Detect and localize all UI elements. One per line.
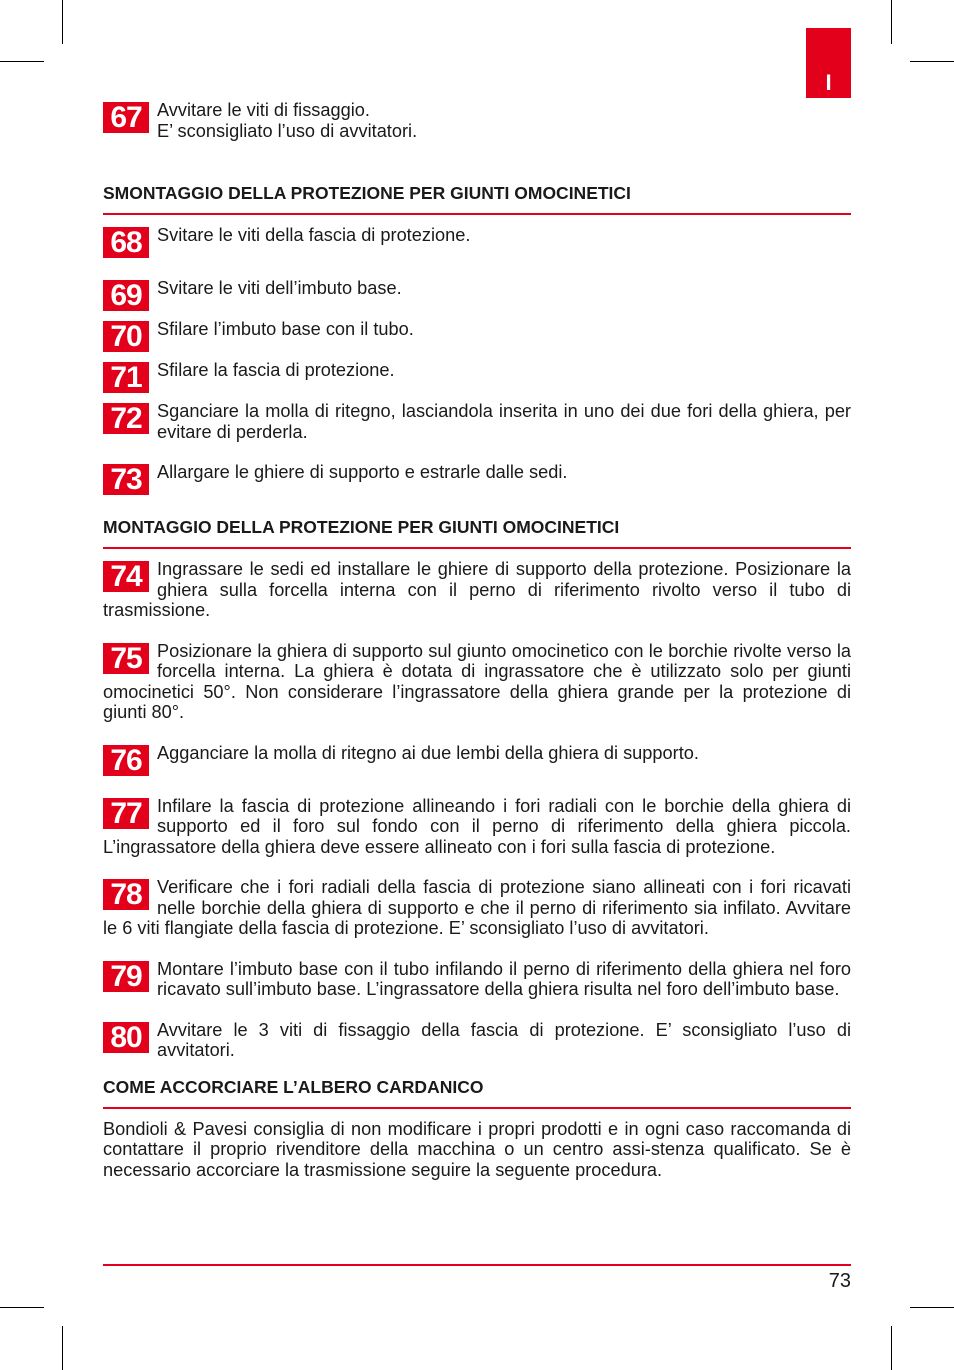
step-80 xyxy=(103,1020,851,1061)
step-text: Svitare le viti dell’imbuto base. xyxy=(157,278,402,298)
step-text: Svitare le viti della fascia di protezione. xyxy=(157,225,471,245)
crop-mark xyxy=(0,1307,44,1308)
crop-mark xyxy=(0,61,44,62)
crop-mark xyxy=(62,1326,63,1370)
step-72 xyxy=(103,401,851,442)
step-text: Allargare le ghiere di supporto e estrarle dalle sedi. xyxy=(157,462,568,482)
language-tab: I xyxy=(806,28,851,98)
step-number: 76 xyxy=(103,745,149,776)
step-number: 80 xyxy=(103,1022,149,1053)
page-number: 73 xyxy=(828,1270,851,1292)
step-76 xyxy=(103,743,851,776)
section-title: COME ACCORCIARE L’ALBERO CARDANICO xyxy=(103,1077,851,1109)
section-title: SMONTAGGIO DELLA PROTEZIONE PER GIUNTI OMOCINETICI xyxy=(103,183,851,215)
step-text: Posizionare la ghiera di supporto sul giunto omocinetico con le borchie rivolte verso la forcella interna. La ghiera è dotata di ingrassatore che è utilizzato solo per giunti omocinetici 50°. Non considerare l’ingrassatore della ghiera grande per la protezione di giunti 80°. xyxy=(103,640,851,722)
step-number: 77 xyxy=(103,798,149,829)
step-73 xyxy=(103,462,851,495)
step-number: 74 xyxy=(103,561,149,592)
step-71 xyxy=(103,360,851,393)
step-text: Ingrassare le sedi ed installare le ghiere di supporto della protezione. Posizionare la ghiera sulla forcella interna con il perno di riferimento rivolto verso il tubo di trasmissione. xyxy=(103,559,851,620)
step-number: 75 xyxy=(103,643,149,674)
step-text: Montare l’imbuto base con il tubo infilando il perno di riferimento della ghiera nel foro ricavato sull’imbuto base. L’ingrassatore della ghiera risulta nel foro dell’imbuto base. xyxy=(157,958,851,999)
step-78 xyxy=(103,877,851,939)
step-79 xyxy=(103,959,851,1000)
step-77 xyxy=(103,796,851,858)
step-75 xyxy=(103,641,851,723)
step-text: Verificare che i fori radiali della fascia di protezione siano allineati con i fori ricavati nelle borchie della ghiera di supporto e che il perno di riferimento sia infilato. Avvitare le 6 viti flangiate della fascia di protezione. E’ sconsigliato l’uso di avvitatori. xyxy=(103,877,851,938)
page-content xyxy=(103,100,851,1180)
step-text: Avvitare le 3 viti di fissaggio della fascia di protezione. E’ sconsigliato l’uso di avvitatori. xyxy=(157,1019,851,1060)
step-text: Infilare la fascia di protezione allineando i fori radiali con le borchie della ghiera di supporto ed il foro sul fondo con il perno di riferimento della ghiera piccola. L’ingrassatore della ghiera deve essere allineato con i fori sulla fascia di protezione. xyxy=(103,795,851,857)
step-number: 67 xyxy=(103,102,149,133)
step-74 xyxy=(103,559,851,621)
crop-mark xyxy=(891,0,892,44)
section-title: MONTAGGIO DELLA PROTEZIONE PER GIUNTI OMOCINETICI xyxy=(103,517,851,549)
step-69 xyxy=(103,278,851,311)
crop-mark xyxy=(62,0,63,44)
step-text: Agganciare la molla di ritegno ai due lembi della ghiera di supporto. xyxy=(157,742,699,763)
step-text: Sganciare la molla di ritegno, lasciandola inserita in uno dei due fori della ghiera, per evitare di perderla. xyxy=(157,401,851,442)
step-text: Sfilare l’imbuto base con il tubo. xyxy=(157,319,414,339)
step-number: 70 xyxy=(103,321,149,352)
crop-mark xyxy=(910,1307,954,1308)
step-number: 78 xyxy=(103,879,149,910)
crop-mark xyxy=(891,1326,892,1370)
step-68 xyxy=(103,225,851,258)
step-number: 69 xyxy=(103,280,149,311)
step-text: Sfilare la fascia di protezione. xyxy=(157,360,395,380)
crop-mark xyxy=(910,61,954,62)
step-text: Avvitare le viti di fissaggio. E’ sconsigliato l’uso di avvitatori. xyxy=(157,100,418,141)
step-number: 68 xyxy=(103,227,149,258)
section-paragraph: Bondioli & Pavesi consiglia di non modificare i propri prodotti e in ogni caso raccomanda di contattare il proprio rivenditore della macchina o un centro assi-stenza qualificato. Se è necessario accorciare la trasmissione seguire la seguente procedura. xyxy=(103,1118,851,1180)
step-number: 79 xyxy=(103,961,149,992)
step-number: 72 xyxy=(103,403,149,434)
step-67 xyxy=(103,100,851,141)
step-number: 71 xyxy=(103,362,149,393)
step-70 xyxy=(103,319,851,352)
footer-rule xyxy=(103,1264,851,1266)
step-number: 73 xyxy=(103,464,149,495)
